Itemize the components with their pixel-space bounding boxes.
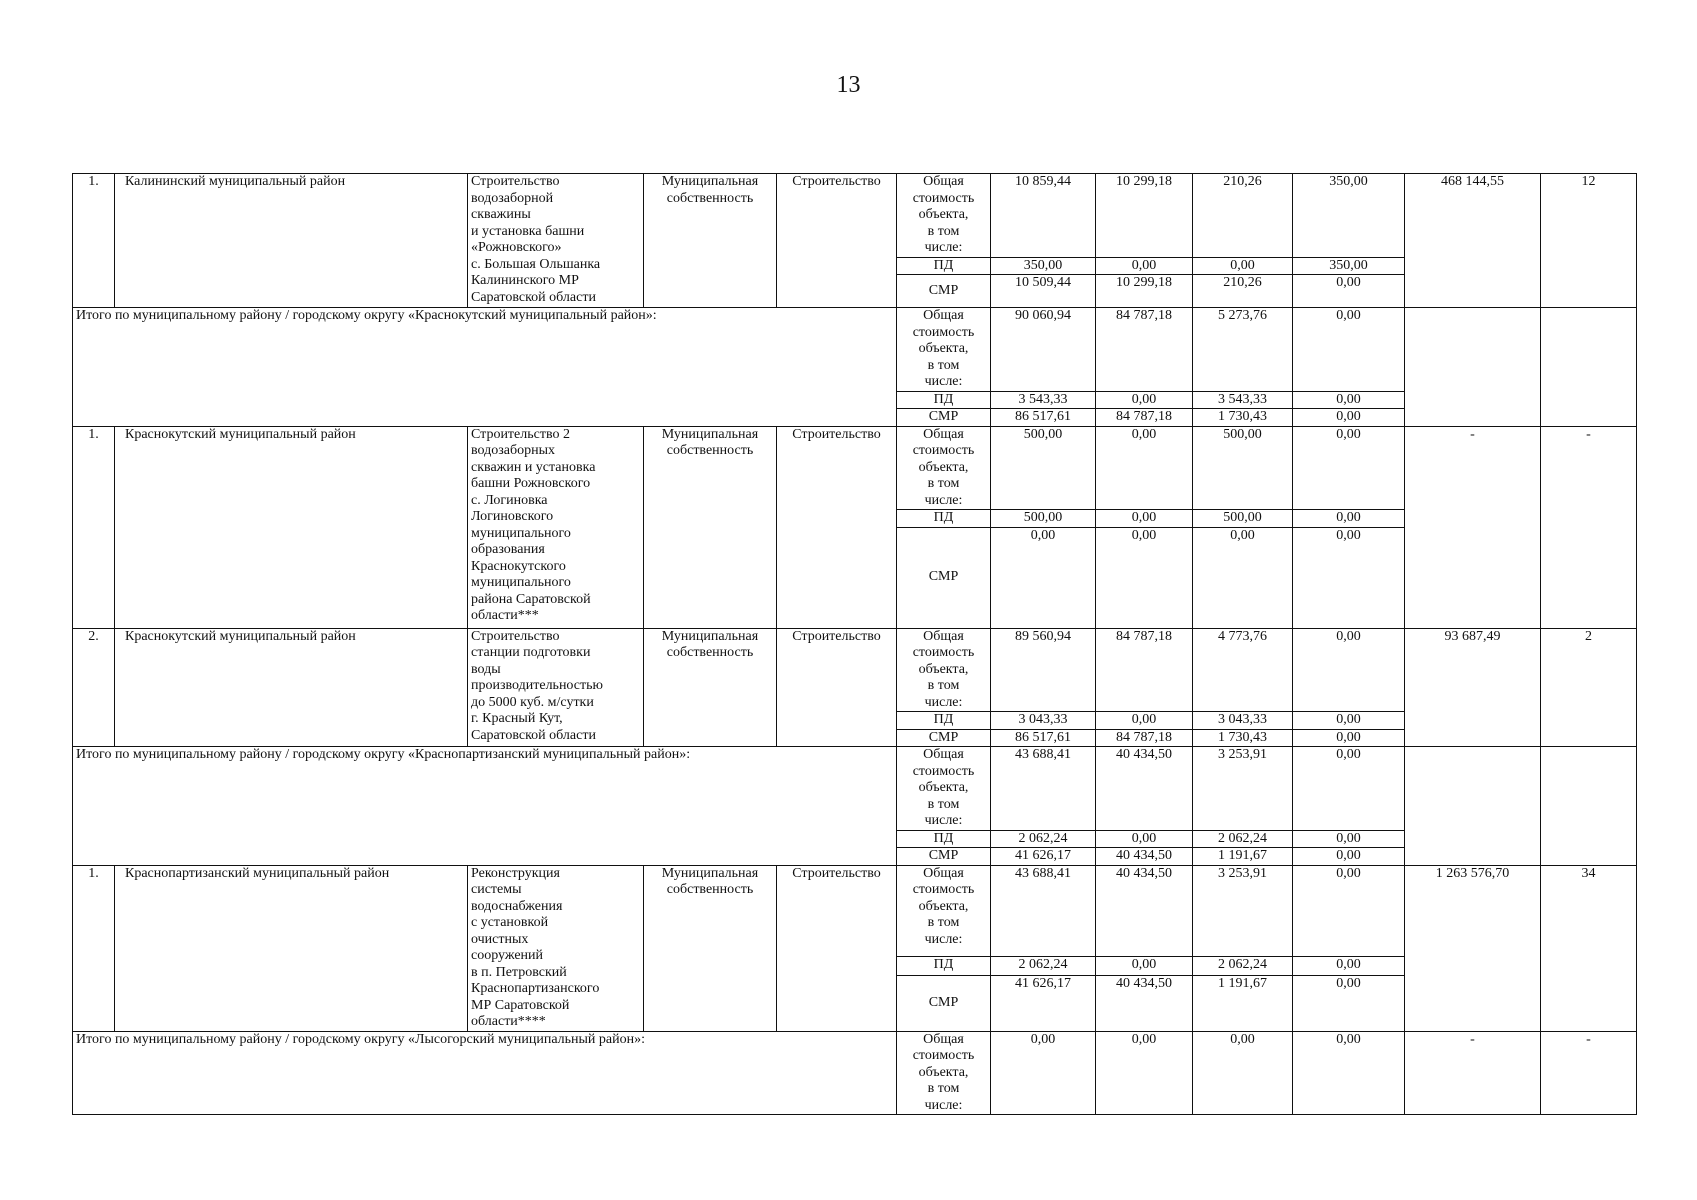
category-smr: СМР [897,848,991,866]
district-name: Краснокутский муниципальный район [115,426,468,628]
value-cell: 0,00 [1096,426,1193,510]
col12-value: 468 144,55 [1405,174,1541,308]
value-cell: 350,00 [1293,257,1405,275]
value-cell: 3 543,33 [1193,391,1293,409]
value-cell: 0,00 [1293,391,1405,409]
value-cell: 2 062,24 [1193,830,1293,848]
value-cell: 0,00 [1096,712,1193,730]
col13-value: 34 [1541,865,1637,1031]
value-cell: 0,00 [1293,975,1405,1031]
col13-value: - [1541,426,1637,628]
value-cell: 500,00 [1193,510,1293,528]
value-cell: 210,26 [1193,275,1293,308]
row-number: 1. [73,426,115,628]
value-cell: 10 859,44 [991,174,1096,258]
value-cell: 0,00 [1293,409,1405,427]
value-cell: 0,00 [1193,1031,1293,1115]
subtotal-row [73,1031,1637,1115]
value-cell: 500,00 [991,510,1096,528]
category-total: Общая стоимость объекта, в том числе: [897,747,991,831]
value-cell: 0,00 [1293,308,1405,392]
category-smr: СМР [897,409,991,427]
value-cell: 84 787,18 [1096,308,1193,392]
value-cell: 2 062,24 [991,956,1096,975]
value-cell: 1 191,67 [1193,848,1293,866]
value-cell: 0,00 [1096,391,1193,409]
table-row [73,174,1637,258]
value-cell: 0,00 [1293,830,1405,848]
col13-value: 2 [1541,628,1637,747]
value-cell: 3 043,33 [1193,712,1293,730]
row-number: 1. [73,865,115,1031]
row-number: 1. [73,174,115,308]
value-cell: 0,00 [991,527,1096,628]
col12-value [1405,308,1541,427]
subtotal-row [73,747,1637,831]
work-type: Строительство [777,174,897,308]
value-cell: 0,00 [1293,729,1405,747]
category-pd: ПД [897,391,991,409]
category-total: Общая стоимость объекта, в том числе: [897,628,991,712]
value-cell: 3 043,33 [991,712,1096,730]
value-cell: 43 688,41 [991,747,1096,831]
value-cell: 0,00 [1193,257,1293,275]
value-cell: 350,00 [1293,174,1405,258]
work-type: Строительство [777,628,897,747]
ownership: Муниципальная собственность [644,426,777,628]
value-cell: 0,00 [1293,510,1405,528]
value-cell: 84 787,18 [1096,628,1193,712]
object-name: Реконструкция системы водоснабжения с установкой очистных сооружений в п. Петровский Краснопартизанского МР Саратовской области**** [468,865,644,1031]
category-pd: ПД [897,712,991,730]
ownership: Муниципальная собственность [644,628,777,747]
value-cell: 4 773,76 [1193,628,1293,712]
value-cell: 0,00 [1293,865,1405,956]
category-total: Общая стоимость объекта, в том числе: [897,308,991,392]
value-cell: 0,00 [1293,848,1405,866]
value-cell: 10 299,18 [1096,275,1193,308]
col12-value [1405,747,1541,866]
subtotal-label: Итого по муниципальному району / городскому округу «Краснокутский муниципальный район»: [73,308,897,427]
value-cell: 3 253,91 [1193,865,1293,956]
value-cell: 40 434,50 [1096,747,1193,831]
value-cell: 0,00 [1293,712,1405,730]
category-smr: СМР [897,975,991,1031]
district-name: Краснокутский муниципальный район [115,628,468,747]
value-cell: 40 434,50 [1096,848,1193,866]
value-cell: 3 543,33 [991,391,1096,409]
ownership: Муниципальная собственность [644,865,777,1031]
category-pd: ПД [897,510,991,528]
district-name: Калининский муниципальный район [115,174,468,308]
value-cell: 10 509,44 [991,275,1096,308]
value-cell: 43 688,41 [991,865,1096,956]
value-cell: 0,00 [1096,257,1193,275]
col13-value [1541,747,1637,866]
subtotal-row [73,308,1637,392]
value-cell: 1 730,43 [1193,409,1293,427]
subtotal-label: Итого по муниципальному району / городскому округу «Краснопартизанский муниципальный район»: [73,747,897,866]
value-cell: 2 062,24 [991,830,1096,848]
category-smr: СМР [897,527,991,628]
investment-table [72,173,1637,1115]
col12-value: - [1405,426,1541,628]
value-cell: 0,00 [1293,956,1405,975]
value-cell: 40 434,50 [1096,975,1193,1031]
col13-value [1541,308,1637,427]
value-cell: 84 787,18 [1096,729,1193,747]
value-cell: 0,00 [991,1031,1096,1115]
value-cell: 2 062,24 [1193,956,1293,975]
value-cell: 0,00 [1293,747,1405,831]
value-cell: 0,00 [1096,510,1193,528]
category-pd: ПД [897,956,991,975]
value-cell: 350,00 [991,257,1096,275]
value-cell: 84 787,18 [1096,409,1193,427]
col12-value: - [1405,1031,1541,1115]
work-type: Строительство [777,865,897,1031]
value-cell: 89 560,94 [991,628,1096,712]
value-cell: 0,00 [1293,527,1405,628]
category-smr: СМР [897,275,991,308]
value-cell: 0,00 [1293,1031,1405,1115]
value-cell: 0,00 [1096,956,1193,975]
value-cell: 0,00 [1096,527,1193,628]
object-name: Строительство 2 водозаборных скважин и установка башни Рожновского с. Логиновка Логиновского муниципального образования Краснокутского муниципального района Саратовской области*** [468,426,644,628]
value-cell: 40 434,50 [1096,865,1193,956]
district-name: Краснопартизанский муниципальный район [115,865,468,1031]
value-cell: 1 191,67 [1193,975,1293,1031]
row-number: 2. [73,628,115,747]
value-cell: 0,00 [1293,628,1405,712]
category-pd: ПД [897,830,991,848]
category-total: Общая стоимость объекта, в том числе: [897,174,991,258]
col12-value: 93 687,49 [1405,628,1541,747]
value-cell: 86 517,61 [991,409,1096,427]
value-cell: 500,00 [1193,426,1293,510]
table-row [73,628,1637,712]
value-cell: 0,00 [1293,426,1405,510]
table-row [73,426,1637,510]
value-cell: 0,00 [1096,830,1193,848]
value-cell: 0,00 [1293,275,1405,308]
category-total: Общая стоимость объекта, в том числе: [897,1031,991,1115]
value-cell: 10 299,18 [1096,174,1193,258]
category-total: Общая стоимость объекта, в том числе: [897,426,991,510]
col13-value: 12 [1541,174,1637,308]
value-cell: 90 060,94 [991,308,1096,392]
value-cell: 3 253,91 [1193,747,1293,831]
value-cell: 1 730,43 [1193,729,1293,747]
value-cell: 0,00 [1193,527,1293,628]
page-number: 13 [836,72,861,98]
object-name: Строительство станции подготовки воды производительностью до 5000 куб. м/сутки г. Красный Кут, Саратовской области [468,628,644,747]
value-cell: 41 626,17 [991,975,1096,1031]
ownership: Муниципальная собственность [644,174,777,308]
value-cell: 41 626,17 [991,848,1096,866]
table-row [73,865,1637,956]
value-cell: 210,26 [1193,174,1293,258]
col13-value: - [1541,1031,1637,1115]
category-total: Общая стоимость объекта, в том числе: [897,865,991,956]
value-cell: 5 273,76 [1193,308,1293,392]
value-cell: 500,00 [991,426,1096,510]
work-type: Строительство [777,426,897,628]
subtotal-label: Итого по муниципальному району / городскому округу «Лысогорский муниципальный район»: [73,1031,897,1115]
value-cell: 86 517,61 [991,729,1096,747]
value-cell: 0,00 [1096,1031,1193,1115]
col12-value: 1 263 576,70 [1405,865,1541,1031]
object-name: Строительство водозаборной скважины и установка башни «Рожновского» с. Большая Ольшанка Калининского МР Саратовской области [468,174,644,308]
category-pd: ПД [897,257,991,275]
category-smr: СМР [897,729,991,747]
